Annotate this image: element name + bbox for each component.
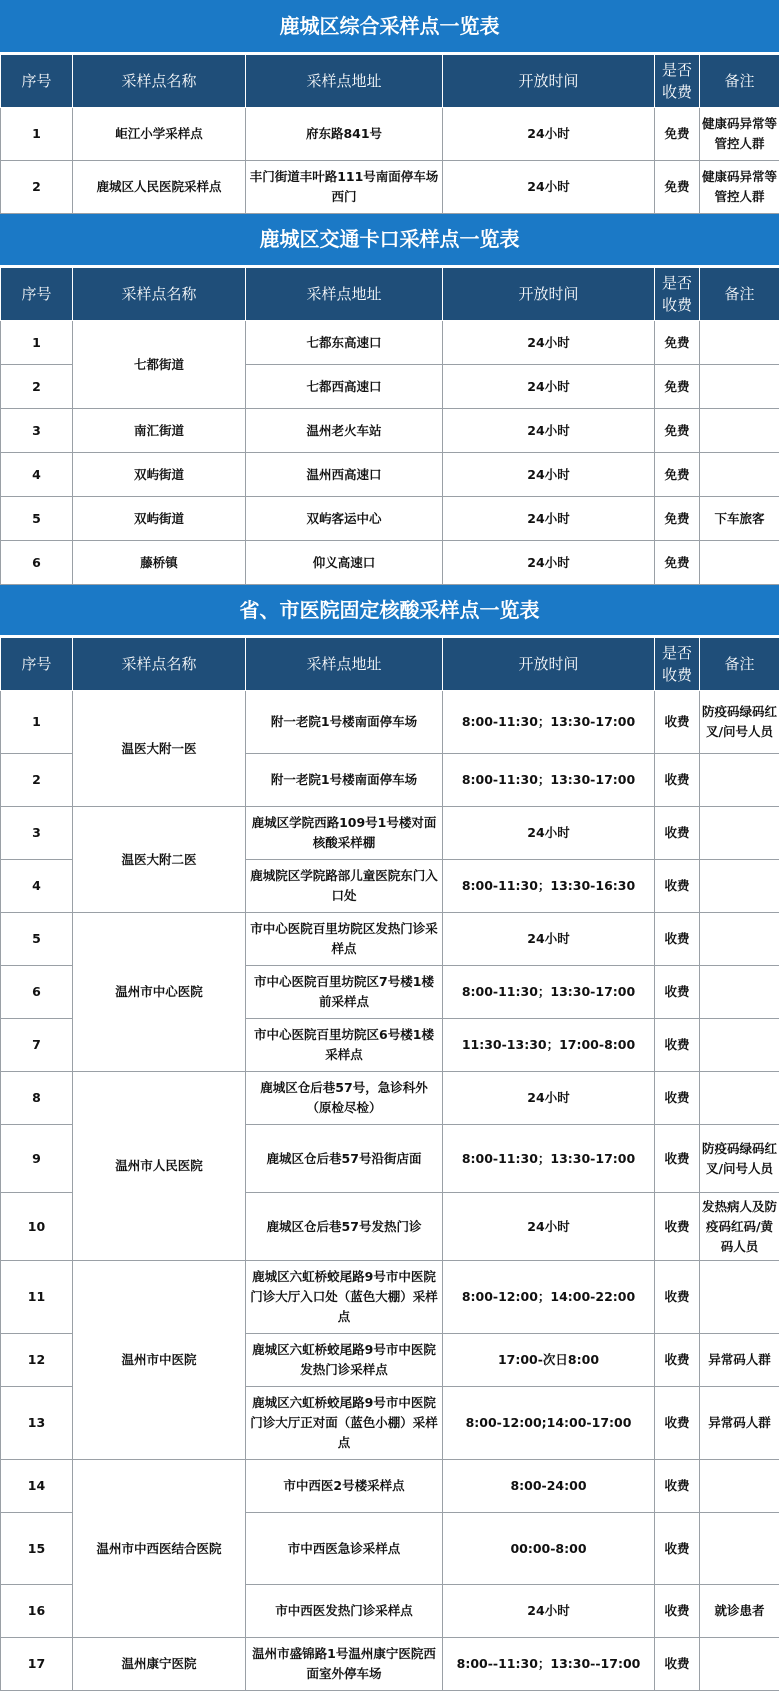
table-row xyxy=(1,497,779,541)
table-row xyxy=(1,161,779,214)
cell-note xyxy=(700,1072,779,1125)
cell-hours: 24小时 xyxy=(443,807,655,860)
cell-fee: 免费 xyxy=(655,321,700,365)
cell-address: 市中西医急诊采样点 xyxy=(246,1513,443,1585)
table-traffic xyxy=(0,267,779,585)
cell-hours: 8:00-11:30；13:30-17:00 xyxy=(443,966,655,1019)
table-row xyxy=(1,1638,779,1691)
cell-fee: 收费 xyxy=(655,1261,700,1334)
table-comprehensive xyxy=(0,54,779,214)
col-header-note: 备注 xyxy=(700,638,779,691)
cell-fee: 收费 xyxy=(655,1125,700,1193)
cell-hours: 24小时 xyxy=(443,409,655,453)
cell-note xyxy=(700,1019,779,1072)
table-row xyxy=(1,409,779,453)
cell-no: 12 xyxy=(1,1334,73,1387)
table-row xyxy=(1,1072,779,1125)
col-header-name: 采样点名称 xyxy=(73,55,246,108)
cell-no: 7 xyxy=(1,1019,73,1072)
cell-name: 温医大附二医 xyxy=(73,807,246,913)
cell-no: 1 xyxy=(1,108,73,161)
cell-fee: 免费 xyxy=(655,365,700,409)
cell-hours: 8:00-11:30；13:30-17:00 xyxy=(443,691,655,754)
cell-fee: 免费 xyxy=(655,161,700,214)
cell-no: 17 xyxy=(1,1638,73,1691)
cell-fee: 收费 xyxy=(655,1019,700,1072)
cell-no: 16 xyxy=(1,1585,73,1638)
cell-no: 1 xyxy=(1,321,73,365)
cell-fee: 免费 xyxy=(655,497,700,541)
cell-fee: 免费 xyxy=(655,108,700,161)
cell-note xyxy=(700,913,779,966)
cell-hours: 24小时 xyxy=(443,913,655,966)
col-header-fee: 是否收费 xyxy=(655,638,700,691)
cell-note: 健康码异常等管控人群 xyxy=(700,108,779,161)
header-row xyxy=(1,638,779,691)
cell-hours: 17:00-次日8:00 xyxy=(443,1334,655,1387)
cell-hours: 24小时 xyxy=(443,161,655,214)
section-title-comprehensive: 鹿城区综合采样点一览表 xyxy=(0,0,779,54)
cell-no: 2 xyxy=(1,161,73,214)
cell-note xyxy=(700,1460,779,1513)
table-row xyxy=(1,913,779,966)
cell-fee: 收费 xyxy=(655,1193,700,1261)
cell-no: 14 xyxy=(1,1460,73,1513)
cell-address: 鹿城院区学院路部儿童医院东门入口处 xyxy=(246,860,443,913)
table-row xyxy=(1,321,779,365)
cell-hours: 8:00-11:30；13:30-16:30 xyxy=(443,860,655,913)
cell-fee: 收费 xyxy=(655,966,700,1019)
cell-hours: 8:00-24:00 xyxy=(443,1460,655,1513)
col-header-address: 采样点地址 xyxy=(246,55,443,108)
col-header-fee: 是否收费 xyxy=(655,55,700,108)
cell-fee: 收费 xyxy=(655,1072,700,1125)
cell-address: 丰门街道丰叶路111号南面停车场西门 xyxy=(246,161,443,214)
cell-hours: 8:00-11:30；13:30-17:00 xyxy=(443,754,655,807)
col-header-note: 备注 xyxy=(700,55,779,108)
cell-hours: 24小时 xyxy=(443,1072,655,1125)
cell-note xyxy=(700,365,779,409)
cell-address: 温州市盛锦路1号温州康宁医院西面室外停车场 xyxy=(246,1638,443,1691)
table-row xyxy=(1,108,779,161)
cell-address: 七都西高速口 xyxy=(246,365,443,409)
cell-address: 仰义高速口 xyxy=(246,541,443,585)
cell-hours: 24小时 xyxy=(443,541,655,585)
cell-name: 双屿街道 xyxy=(73,497,246,541)
cell-fee: 收费 xyxy=(655,754,700,807)
cell-no: 11 xyxy=(1,1261,73,1334)
cell-no: 2 xyxy=(1,365,73,409)
cell-fee: 收费 xyxy=(655,1387,700,1460)
col-header-name: 采样点名称 xyxy=(73,268,246,321)
header-row xyxy=(1,268,779,321)
cell-no: 13 xyxy=(1,1387,73,1460)
cell-note: 防疫码绿码红叉/问号人员 xyxy=(700,691,779,754)
cell-hours: 8:00-11:30；13:30-17:00 xyxy=(443,1125,655,1193)
cell-note xyxy=(700,754,779,807)
cell-name: 岠江小学采样点 xyxy=(73,108,246,161)
cell-note: 下车旅客 xyxy=(700,497,779,541)
section-title-hospitals: 省、市医院固定核酸采样点一览表 xyxy=(0,585,779,637)
table-row xyxy=(1,691,779,754)
table-row xyxy=(1,541,779,585)
cell-name: 温州市中心医院 xyxy=(73,913,246,1072)
cell-address: 双屿客运中心 xyxy=(246,497,443,541)
cell-no: 4 xyxy=(1,453,73,497)
cell-hours: 11:30-13:30；17:00-8:00 xyxy=(443,1019,655,1072)
cell-name: 温州市中医院 xyxy=(73,1261,246,1460)
col-header-address: 采样点地址 xyxy=(246,268,443,321)
col-header-name: 采样点名称 xyxy=(73,638,246,691)
cell-address: 鹿城区六虹桥蛟尾路9号市中医院发热门诊采样点 xyxy=(246,1334,443,1387)
cell-name: 温州康宁医院 xyxy=(73,1638,246,1691)
col-header-hours: 开放时间 xyxy=(443,268,655,321)
cell-address: 市中西医发热门诊采样点 xyxy=(246,1585,443,1638)
cell-name: 藤桥镇 xyxy=(73,541,246,585)
col-header-note: 备注 xyxy=(700,268,779,321)
col-header-hours: 开放时间 xyxy=(443,638,655,691)
col-header-fee: 是否收费 xyxy=(655,268,700,321)
cell-fee: 收费 xyxy=(655,1638,700,1691)
cell-note xyxy=(700,321,779,365)
cell-no: 5 xyxy=(1,913,73,966)
cell-name: 温州市人民医院 xyxy=(73,1072,246,1261)
col-header-no: 序号 xyxy=(1,55,73,108)
table-row xyxy=(1,1261,779,1334)
cell-hours: 24小时 xyxy=(443,321,655,365)
cell-note xyxy=(700,807,779,860)
cell-address: 附一老院1号楼南面停车场 xyxy=(246,691,443,754)
header-row xyxy=(1,55,779,108)
cell-note xyxy=(700,453,779,497)
cell-note xyxy=(700,860,779,913)
col-header-hours: 开放时间 xyxy=(443,55,655,108)
table-row xyxy=(1,807,779,860)
cell-address: 府东路841号 xyxy=(246,108,443,161)
cell-hours: 8:00-12:00；14:00-22:00 xyxy=(443,1261,655,1334)
cell-address: 鹿城区仓后巷57号，急诊科外（原检尽检） xyxy=(246,1072,443,1125)
col-header-no: 序号 xyxy=(1,638,73,691)
cell-fee: 免费 xyxy=(655,541,700,585)
cell-address: 鹿城区六虹桥蛟尾路9号市中医院门诊大厅入口处（蓝色大棚）采样点 xyxy=(246,1261,443,1334)
cell-hours: 00:00-8:00 xyxy=(443,1513,655,1585)
cell-note: 健康码异常等管控人群 xyxy=(700,161,779,214)
cell-no: 5 xyxy=(1,497,73,541)
cell-address: 市中心医院百里坊院区发热门诊采样点 xyxy=(246,913,443,966)
cell-no: 6 xyxy=(1,541,73,585)
cell-fee: 免费 xyxy=(655,409,700,453)
cell-note xyxy=(700,541,779,585)
col-header-no: 序号 xyxy=(1,268,73,321)
cell-address: 市中心医院百里坊院区6号楼1楼采样点 xyxy=(246,1019,443,1072)
cell-note: 防疫码绿码红叉/问号人员 xyxy=(700,1125,779,1193)
cell-address: 鹿城区仓后巷57号沿街店面 xyxy=(246,1125,443,1193)
table-row xyxy=(1,1460,779,1513)
cell-name: 温医大附一医 xyxy=(73,691,246,807)
cell-address: 鹿城区仓后巷57号发热门诊 xyxy=(246,1193,443,1261)
cell-name: 鹿城区人民医院采样点 xyxy=(73,161,246,214)
cell-name: 南汇街道 xyxy=(73,409,246,453)
cell-note xyxy=(700,1261,779,1334)
cell-address: 附一老院1号楼南面停车场 xyxy=(246,754,443,807)
cell-address: 鹿城区学院西路109号1号楼对面核酸采样棚 xyxy=(246,807,443,860)
cell-fee: 收费 xyxy=(655,1585,700,1638)
cell-note xyxy=(700,1638,779,1691)
cell-address: 温州老火车站 xyxy=(246,409,443,453)
cell-fee: 收费 xyxy=(655,1334,700,1387)
cell-note xyxy=(700,1513,779,1585)
cell-note: 异常码人群 xyxy=(700,1387,779,1460)
cell-note: 就诊患者 xyxy=(700,1585,779,1638)
cell-name: 温州市中西医结合医院 xyxy=(73,1460,246,1638)
cell-note xyxy=(700,409,779,453)
cell-no: 3 xyxy=(1,807,73,860)
cell-no: 15 xyxy=(1,1513,73,1585)
cell-no: 9 xyxy=(1,1125,73,1193)
table-row xyxy=(1,453,779,497)
cell-hours: 24小时 xyxy=(443,497,655,541)
section-title-traffic: 鹿城区交通卡口采样点一览表 xyxy=(0,214,779,267)
cell-fee: 收费 xyxy=(655,1460,700,1513)
cell-address: 七都东高速口 xyxy=(246,321,443,365)
cell-hours: 24小时 xyxy=(443,108,655,161)
cell-hours: 24小时 xyxy=(443,1585,655,1638)
cell-hours: 24小时 xyxy=(443,1193,655,1261)
cell-address: 温州西高速口 xyxy=(246,453,443,497)
cell-no: 4 xyxy=(1,860,73,913)
cell-no: 10 xyxy=(1,1193,73,1261)
cell-address: 市中西医2号楼采样点 xyxy=(246,1460,443,1513)
cell-no: 3 xyxy=(1,409,73,453)
cell-no: 2 xyxy=(1,754,73,807)
cell-note: 异常码人群 xyxy=(700,1334,779,1387)
col-header-address: 采样点地址 xyxy=(246,638,443,691)
cell-fee: 收费 xyxy=(655,860,700,913)
cell-fee: 收费 xyxy=(655,913,700,966)
cell-no: 8 xyxy=(1,1072,73,1125)
cell-address: 市中心医院百里坊院区7号楼1楼前采样点 xyxy=(246,966,443,1019)
cell-name: 七都街道 xyxy=(73,321,246,409)
cell-fee: 收费 xyxy=(655,1513,700,1585)
cell-note xyxy=(700,966,779,1019)
cell-address: 鹿城区六虹桥蛟尾路9号市中医院门诊大厅正对面（蓝色小棚）采样点 xyxy=(246,1387,443,1460)
cell-hours: 8:00--11:30；13:30--17:00 xyxy=(443,1638,655,1691)
cell-fee: 收费 xyxy=(655,807,700,860)
cell-hours: 8:00-12:00;14:00-17:00 xyxy=(443,1387,655,1460)
cell-hours: 24小时 xyxy=(443,453,655,497)
cell-fee: 免费 xyxy=(655,453,700,497)
cell-fee: 收费 xyxy=(655,691,700,754)
table-hospitals xyxy=(0,637,779,1691)
cell-no: 1 xyxy=(1,691,73,754)
cell-name: 双屿街道 xyxy=(73,453,246,497)
cell-hours: 24小时 xyxy=(443,365,655,409)
cell-no: 6 xyxy=(1,966,73,1019)
cell-note: 发热病人及防疫码红码/黄码人员 xyxy=(700,1193,779,1261)
